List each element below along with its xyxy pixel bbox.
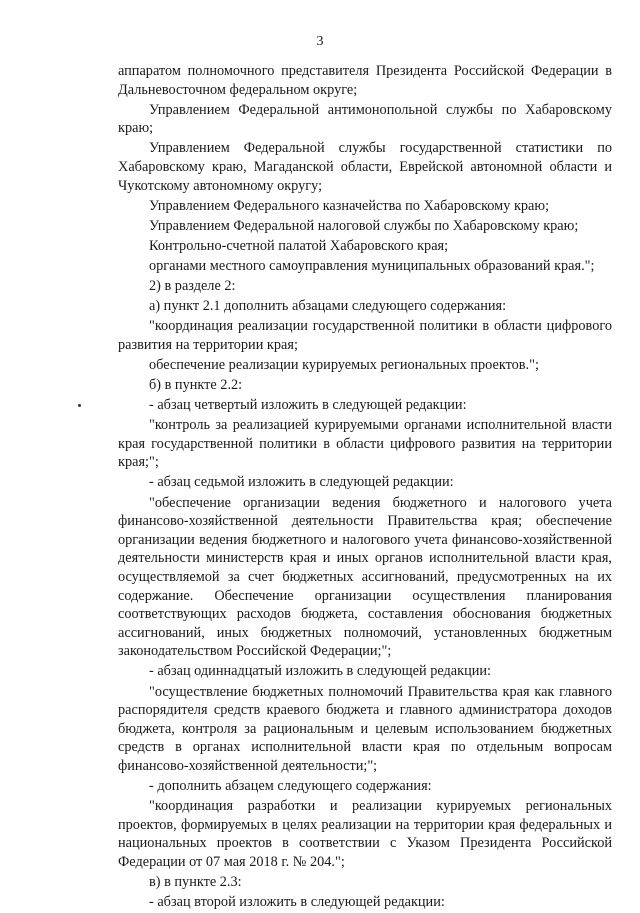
paragraph: в) в пункте 2.3: — [149, 873, 242, 890]
paragraph: обеспечение реализации курируемых региональных проектов."; — [149, 356, 539, 373]
margin-mark — [78, 404, 81, 407]
paragraph: "контроль за реализацией курируемыми органами исполнительной власти края государственной политики в области цифрового развития на территории края;"; — [118, 417, 612, 471]
paragraph: "осуществление бюджетных полномочий Правительства края как главного распорядителя средств краевого бюджета и главного администратора доходов бюджета, контроля за рациональным и целевым использованием бюджетных средств в органах исполнительной власти края по отдельным вопросам финансово-хозяйственной деятельности;"; — [118, 683, 612, 774]
paragraph: Управлением Федерального казначейства по Хабаровскому краю; — [149, 197, 550, 214]
paragraph: Управлением Федеральной службы государственной статистики по Хабаровскому краю, Магаданской области, Еврейской автономной области и Чукотскому автономному округу; — [118, 140, 612, 194]
paragraph: - абзац второй изложить в следующей редакции: — [149, 894, 445, 911]
paragraph: "координация разработки и реализации курируемых региональных проектов, формируемых в целях реализации на территории края федеральных и национальных проектов в соответствии с Указом Президента Российской Федерации от 07 мая 2018 г. № 204."; — [118, 798, 612, 870]
paragraph: 2) в разделе 2: — [149, 278, 236, 295]
document-body — [118, 62, 612, 913]
paragraph: - абзац седьмой изложить в следующей редакции: — [149, 474, 454, 491]
paragraph: "обеспечение организации ведения бюджетного и налогового учета финансово-хозяйственной деятельности Правительства края; обеспечение организации ведения бюджетного и налогового учета финансово-хозяйственной деятельности министерств края и иных органов исполнительной власти края, осуществляемой за счет бюджетных ассигнований, предусмотренных на их содержание. Обеспечение организации осуществления планирования соответствующих расходов бюджета, составления обоснования бюджетных ассигнований, иных бюджетных полномочий, установленных бюджетным законодательством Российской Федерации;"; — [118, 494, 612, 660]
paragraph: - абзац одиннадцатый изложить в следующей редакции: — [149, 663, 492, 680]
paragraph: аппаратом полномочного представителя Президента Российской Федерации в Дальневосточном федеральном округе; — [118, 63, 612, 98]
paragraph: Контрольно-счетной палатой Хабаровского края; — [149, 237, 449, 254]
paragraph: Управлением Федеральной антимонопольной службы по Хабаровскому краю; — [118, 101, 612, 137]
paragraph: органами местного самоуправления муниципальных образований края."; — [149, 257, 595, 274]
paragraph: - абзац четвертый изложить в следующей редакции: — [149, 397, 467, 414]
paragraph: "координация реализации государственной политики в области цифрового развития на территории края; — [118, 318, 612, 353]
paragraph: - дополнить абзацем следующего содержания: — [149, 777, 432, 794]
paragraph: а) пункт 2.1 дополнить абзацами следующего содержания: — [149, 298, 507, 315]
page-number: 3 — [316, 34, 324, 49]
paragraph: Управлением Федеральной налоговой службы по Хабаровскому краю; — [149, 217, 579, 234]
paragraph: б) в пункте 2.2: — [149, 377, 243, 393]
